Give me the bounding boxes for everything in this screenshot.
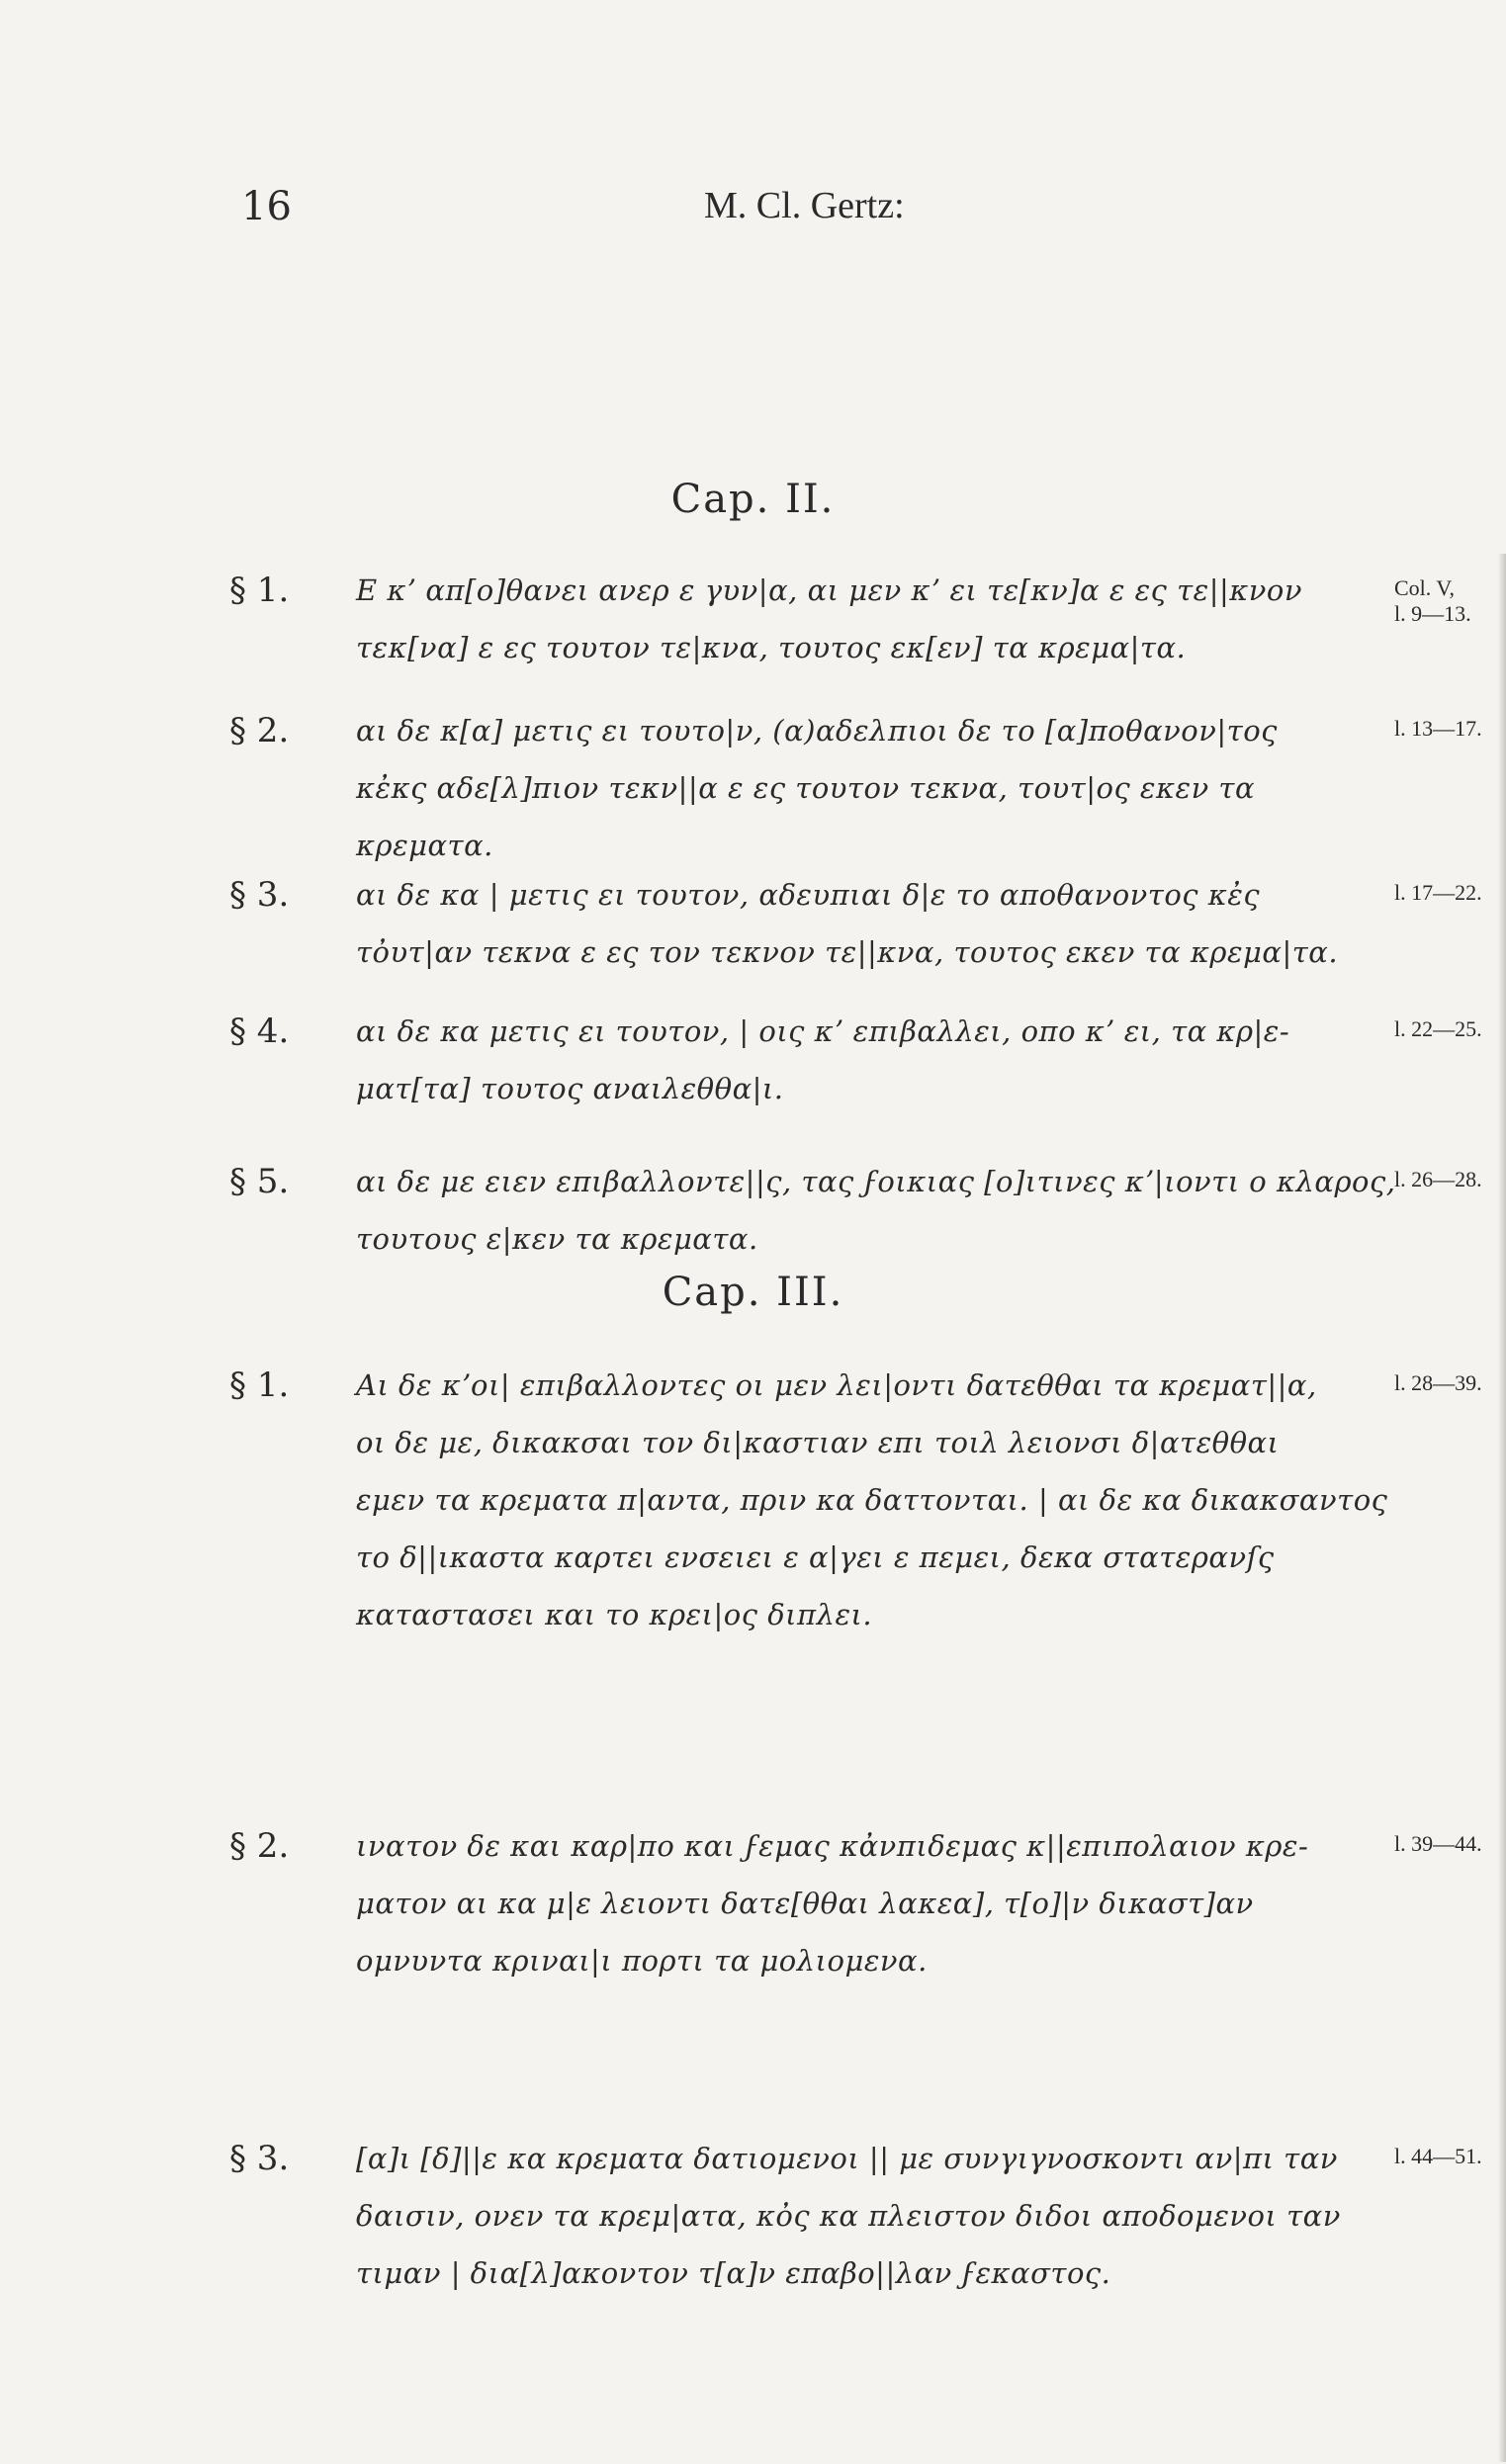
chapter-heading-3: Cap. III. [662, 1270, 844, 1315]
page-header [0, 184, 1506, 233]
chapter-heading-2: Cap. II. [670, 477, 836, 522]
text-line: εμεν τα κρεματα π|αντα, πριν κα δαττονται. | αι δε κα δικακσαντος [356, 1483, 1388, 1517]
section-number: § 1. [229, 1365, 290, 1405]
reference-line: l. 39—44. [1394, 1831, 1482, 1856]
section-text [356, 2130, 1374, 2302]
reference-line: l. 26—28. [1394, 1167, 1482, 1191]
text-line: Ε κʼ απ[ο]θανει ανερ ε γυν|α, αι μεν κʼ ει τε[κν]α ε ες τε||κνον [356, 573, 1302, 607]
text-line: αι δε με ειεν επιβαλλοντε||ς, τας ϝοικιας [ο]ιτινες κʼ|ιοντι ο κλαρος, [356, 1165, 1396, 1198]
text-line: το δ||ικαστα καρτει ενσειει ε α|γει ε πεμει, δεκα στατερανſς [356, 1540, 1275, 1574]
text-line: τὀυτ|αν τεκνα ε ες τον τεκνον τε||κνα, τουτος εκεν τα κρεμα|τα. [356, 935, 1339, 969]
page-edge [1498, 554, 1506, 2462]
text-line: καταστασει και το κρει|ος διπλει. [356, 1598, 873, 1631]
section-number: § 1. [229, 571, 290, 610]
text-line: ματ[τα] τουτος αναιλεθθα|ι. [356, 1072, 784, 1105]
section-text [356, 1003, 1374, 1117]
reference-line: l. 22—25. [1394, 1016, 1482, 1041]
running-head: M. Cl. Gertz: [704, 185, 905, 226]
text-line: αι δε κα μετις ει τουτον, | οις κʼ επιβαλλει, οπο κʼ ει, τα κρ|ε- [356, 1014, 1290, 1048]
text-line: ινατον δε και καρ|πο και ϝεμας κἀνπιδεμας κ||επιπολαιον κρε- [356, 1829, 1309, 1863]
section-text [356, 1357, 1388, 1643]
line-reference [1394, 1016, 1482, 1042]
text-line: [α]ι [δ]||ε κα κρεματα δατιομενοι || με συνγιγνοσκοντι αν|πι ταν [356, 2142, 1338, 2175]
text-line: τιμαν | δια[λ]ακοντον τ[α]ν επαβο||λαν ϝεκαστος. [356, 2256, 1111, 2290]
section-number: § 4. [229, 1012, 290, 1051]
section-number: § 2. [229, 1826, 290, 1866]
reference-line: l. 13—17. [1394, 716, 1482, 741]
section-text [356, 702, 1374, 874]
text-line: ομνυντα κριναι|ι πορτι τα μολιομενα. [356, 1944, 928, 1978]
section-number: § 3. [229, 2139, 290, 2178]
text-line: κρεματα. [356, 829, 493, 862]
line-reference [1394, 1831, 1482, 1857]
section-number: § 5. [229, 1162, 290, 1201]
section-number: § 2. [229, 711, 290, 750]
page-number: 16 [241, 184, 292, 229]
section-text [356, 562, 1374, 676]
section-text [356, 1153, 1396, 1268]
text-line: αι δε κ[α] μετις ει τουτο|ν, (α)αδελπιοι δε το [α]ποθανον|τος [356, 714, 1278, 748]
reference-line: l. 17—22. [1394, 880, 1482, 905]
line-reference [1394, 1167, 1482, 1192]
line-reference [1394, 716, 1482, 742]
line-reference [1394, 575, 1471, 627]
text-line: αι δε κα | μετις ει τουτον, αδευπιαι δ|ε το αποθανοντος κἐς [356, 878, 1261, 912]
reference-line: Col. V, [1394, 575, 1455, 600]
text-line: κἐκς αδε[λ]πιον τεκν||α ε ες τουτον τεκνα, τουτ|ος εκεν τα [356, 771, 1256, 805]
reference-line: l. 9—13. [1394, 601, 1471, 626]
reference-line: l. 28—39. [1394, 1370, 1482, 1395]
text-line: τεκ[να] ε ες τουτον τε|κνα, τουτος εκ[εν] τα κρεμα|τα. [356, 631, 1187, 664]
section-number: § 3. [229, 875, 290, 915]
line-reference [1394, 2144, 1482, 2169]
line-reference [1394, 880, 1482, 906]
line-reference [1394, 1370, 1482, 1396]
section-text [356, 1817, 1374, 1989]
text-line: δαισιν, ονεν τα κρεμ|ατα, κὀς κα πλειστον διδοι αποδομενοι ταν [356, 2199, 1341, 2233]
text-line: οι δε με, δικακσαι τον δι|καστιαν επι τοιλ λειονσι δ|ατεθθαι [356, 1426, 1280, 1459]
text-line: Αι δε κʼοι| επιβαλλοντες οι μεν λει|οντι δατεθθαι τα κρεματ||α, [356, 1368, 1317, 1402]
text-line: ματον αι κα μ|ε λειοντι δατε[θθαι λακεα], τ[ο]|ν δικαστ]αν [356, 1887, 1254, 1920]
text-line: τουτους ε|κεν τα κρεματα. [356, 1222, 758, 1256]
section-text [356, 866, 1374, 981]
reference-line: l. 44—51. [1394, 2144, 1482, 2168]
